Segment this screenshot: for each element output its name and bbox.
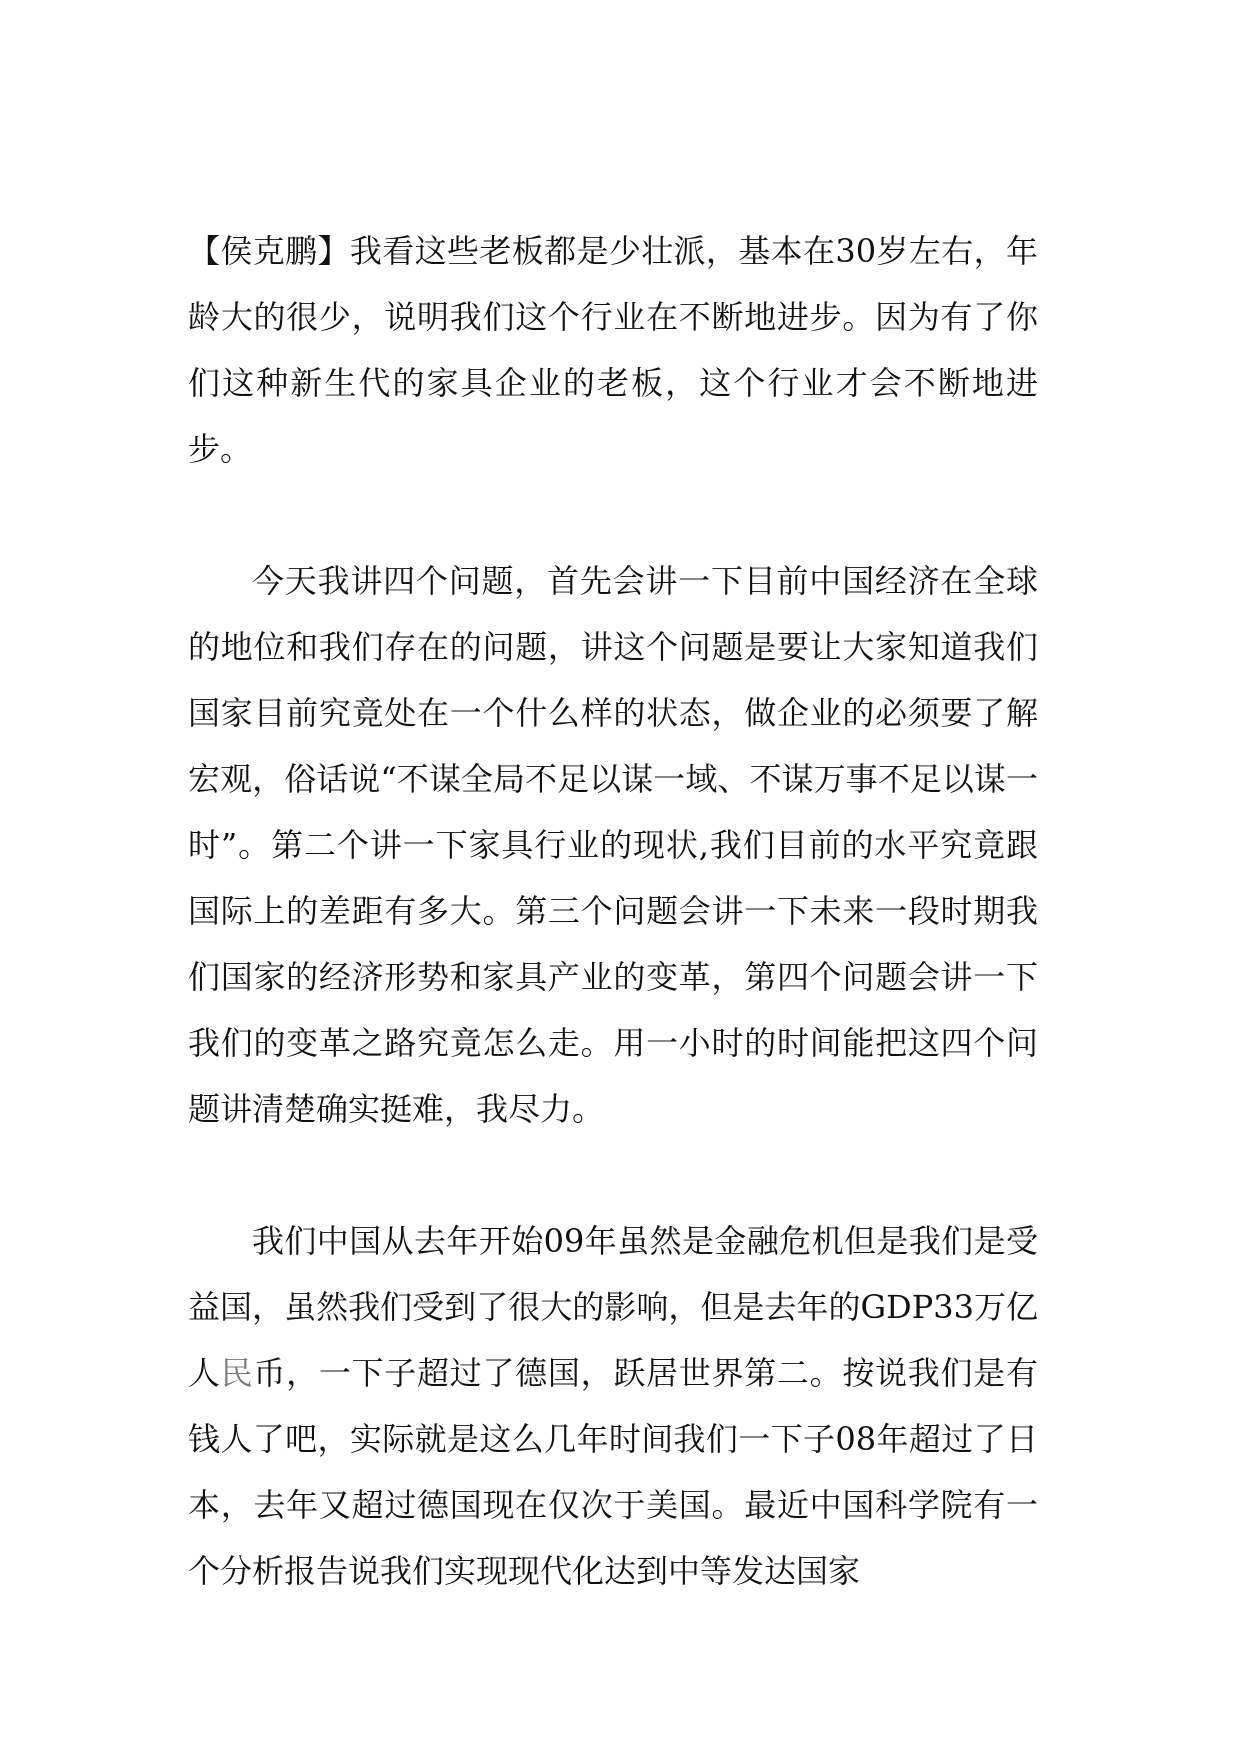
speaker-name: 【侯克鹏】 <box>188 232 350 270</box>
paragraph-text-continued: 币，一下子超过了德国，跃居世界第二。按说我们是有钱人了吧，实际就是这么几年时间我们一下子08年超过了日本，去年又超过德国现在仅次于美国。最近中国科学院有一个分析报告说我们实现现代化达到中等发达国家 <box>188 1354 1038 1590</box>
paragraph-text: 今天我讲四个问题，首先会讲一下目前中国经济在全球的地位和我们存在的问题，讲这个问题是要让大家知道我们国家目前究竟处在一个什么样的状态，做企业的必须要了解宏观，俗话说“不谋全局不足以谋一域、不谋万事不足以谋一时”。第二个讲一下家具行业的现状,我们目前的水平究竟跟国际上的差距有多大。第三个问题会讲一下未来一段时期我们国家的经济形势和家具产业的变革，第四个问题会讲一下我们的变革之路究竟怎么走。用一小时的时间能把这四个问题讲清楚确实挺难，我尽力。 <box>188 562 1038 1128</box>
document-body <box>188 218 1038 1604</box>
paragraph-four-topics <box>188 548 1038 1142</box>
faint-character: 民 <box>220 1354 254 1392</box>
paragraph-text: 我看这些老板都是少壮派，基本在30岁左右，年龄大的很少，说明我们这个行业在不断地进步。因为有了你们这种新生代的家具企业的老板，这个行业才会不断地进步。 <box>188 232 1038 468</box>
paragraph-text: 我们中国从去年开始09年虽然是金融危机但是我们是受益国，虽然我们受到了很大的影响，但是去年的GDP33万亿人 <box>188 1222 1038 1392</box>
paragraph-china-economy <box>188 1208 1038 1604</box>
paragraph-speaker-intro <box>188 218 1038 482</box>
